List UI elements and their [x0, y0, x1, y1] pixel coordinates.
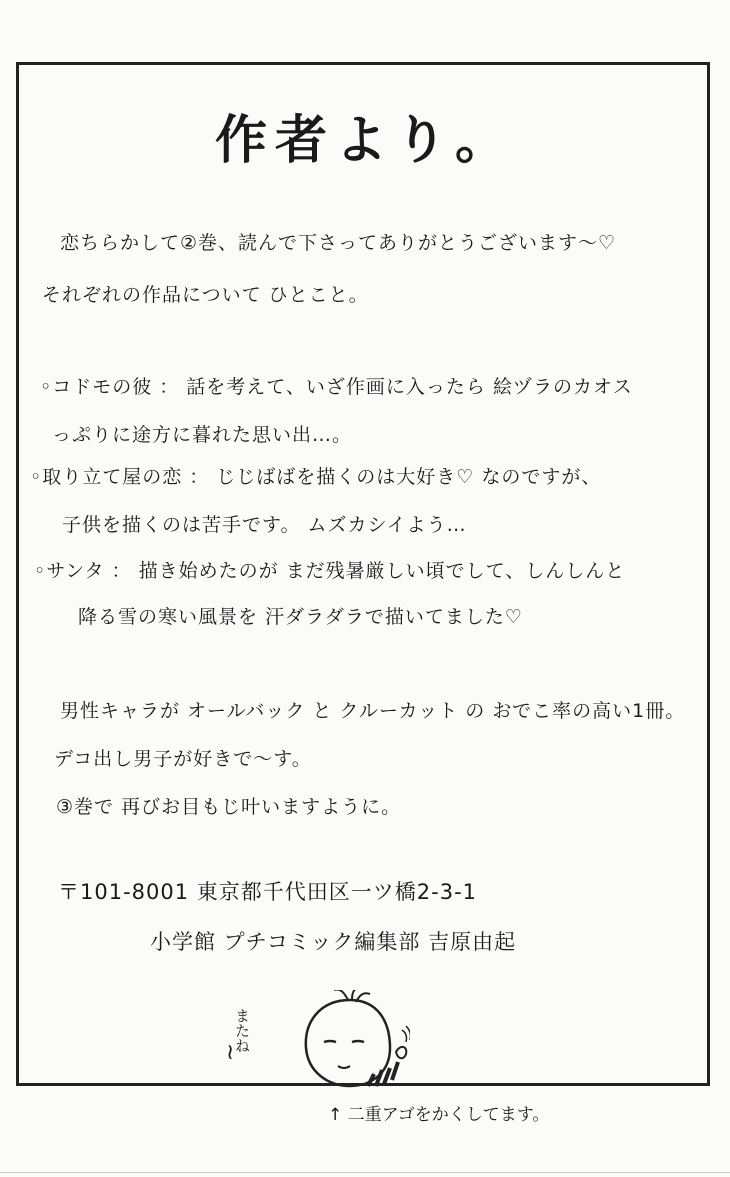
- note-line-4: 子供を描くのは苦手です。 ムズカシイよう…: [62, 514, 467, 536]
- page-title: 作者より。: [214, 111, 515, 171]
- publisher-line: 小学館 プチコミック編集部 吉原由起: [150, 930, 517, 954]
- note-line-3: ◦取り立て屋の恋 ： じじばばを描くのは大好き♡ なのですが、: [30, 466, 602, 488]
- intro-line-1: 恋ちらかして②巻、読んで下さってありがとうございます～♡: [60, 232, 617, 254]
- note-line-6: 降る雪の寒い風景を 汗ダラダラで描いてました♡: [78, 606, 523, 628]
- closing-line-1: 男性キャラが オールバック と クルーカット の おでこ率の高い1冊。: [60, 700, 686, 722]
- goodbye-note: またね: [233, 1008, 251, 1053]
- page-bottom-rule: [0, 1172, 730, 1173]
- note-line-1: ◦コドモの彼 ： 話を考えて、いざ作画に入ったら 絵ヅラのカオス: [40, 376, 633, 398]
- note-line-2: っぷりに途方に暮れた思い出…。: [52, 424, 353, 446]
- closing-line-2: デコ出し男子が好きで～す。: [54, 748, 312, 770]
- author-doodle-icon: [290, 990, 410, 1090]
- closing-line-3: ③巻で 再びお目もじ叶いますように。: [56, 796, 402, 818]
- intro-line-2: それぞれの作品について ひとこと。: [42, 284, 369, 306]
- note-line-5: ◦サンタ ： 描き始めたのが まだ残暑厳しい頃でして、しんしんと: [34, 560, 626, 582]
- wave-mark: ≀: [226, 1040, 235, 1065]
- doodle-caption: ↑ 二重アゴをかくしてます。: [328, 1105, 550, 1125]
- address-line: 〒101-8001 東京都千代田区一ツ橋2-3-1: [58, 880, 478, 904]
